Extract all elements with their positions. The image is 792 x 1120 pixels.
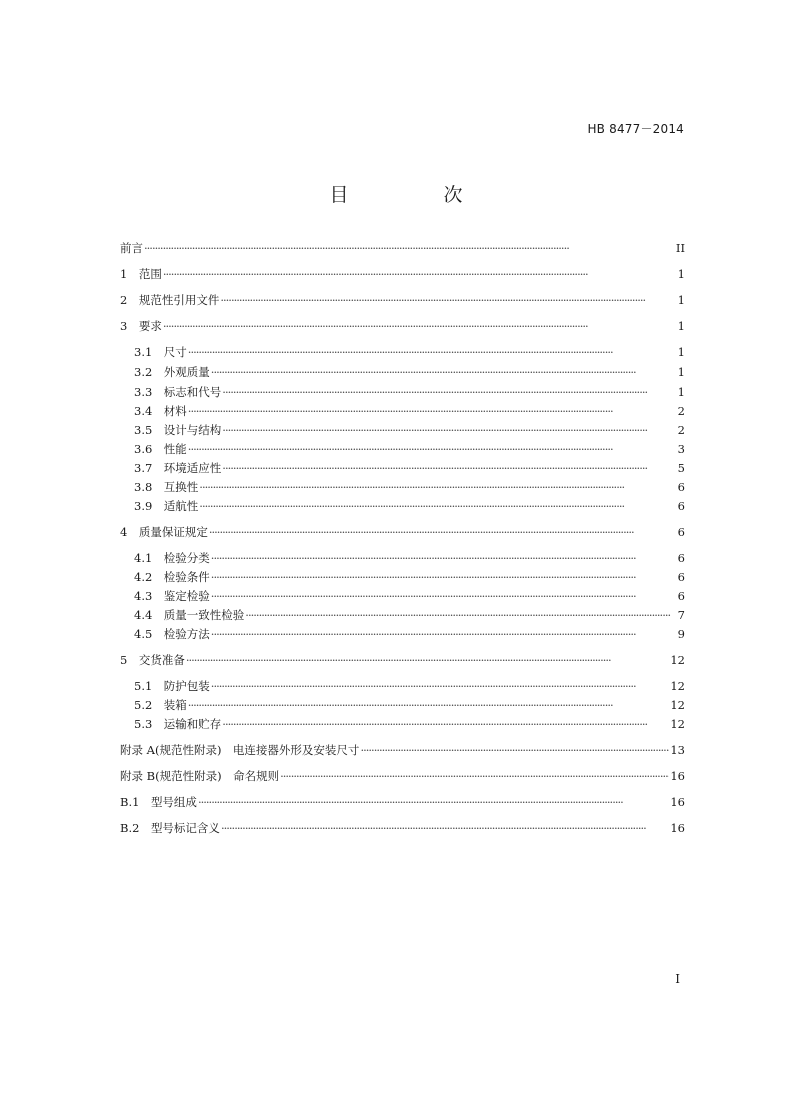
toc-entry[interactable] <box>134 607 685 623</box>
toc-leader-dots <box>211 569 677 585</box>
toc-entry[interactable] <box>134 479 685 495</box>
toc-entry-number: 3.2 <box>134 365 164 379</box>
toc-entry-number: 4.1 <box>134 551 164 565</box>
toc-entry-title: 型号组成 <box>150 795 197 809</box>
toc-entry-number: 3.9 <box>134 499 164 513</box>
toc-leader-dots <box>188 441 677 457</box>
toc-leader-dots <box>211 588 677 604</box>
toc-entry-page: 6 <box>677 499 685 513</box>
toc-entry-title: 附录 B(规范性附录) 命名规则 <box>120 769 280 783</box>
toc-entry-page: 16 <box>670 769 685 783</box>
toc-entry[interactable] <box>120 820 685 836</box>
toc-leader-dots <box>211 550 677 566</box>
toc-leader-dots <box>199 498 676 514</box>
toc-entry[interactable] <box>120 742 685 758</box>
toc-entry[interactable] <box>134 364 685 380</box>
toc-entry[interactable] <box>134 441 685 457</box>
toc-entry-title: 鉴定检验 <box>163 589 210 603</box>
toc-leader-dots <box>163 318 677 334</box>
toc-entry-page: 6 <box>677 570 685 584</box>
toc-leader-dots <box>186 652 670 668</box>
toc-entry-title: 设计与结构 <box>163 423 222 437</box>
toc-entry-page: 16 <box>670 795 685 809</box>
toc-leader-dots <box>220 292 676 308</box>
toc-leader-dots <box>360 742 669 758</box>
toc-entry-page: 1 <box>677 293 685 307</box>
toc-entry[interactable] <box>134 588 685 604</box>
toc-entry-title: 检验条件 <box>163 570 210 584</box>
toc-entry-title: 防护包装 <box>163 679 210 693</box>
toc-entry-number: 3.7 <box>134 461 164 475</box>
toc-entry-page: 1 <box>677 365 685 379</box>
toc-entry[interactable] <box>134 498 685 514</box>
toc-leader-dots <box>222 716 669 732</box>
toc-entry-page: 12 <box>670 679 685 693</box>
toc-leader-dots <box>222 422 676 438</box>
toc-entry-number: 4.5 <box>134 627 164 641</box>
toc-entry-page: 6 <box>677 480 685 494</box>
toc-entry-page: 6 <box>677 525 685 539</box>
toc-entry-title: 互换性 <box>163 480 199 494</box>
toc-entry-page: 1 <box>677 319 685 333</box>
toc-leader-dots <box>211 626 677 642</box>
toc-entry-title: 型号标记含义 <box>150 821 220 835</box>
toc-entry-title: 要求 <box>138 319 162 333</box>
toc-entry-title: 范围 <box>138 267 162 281</box>
toc-entry[interactable] <box>120 794 685 810</box>
toc-leader-dots <box>209 524 677 540</box>
toc-leader-dots <box>222 384 676 400</box>
toc-entry-page: 9 <box>677 627 685 641</box>
toc-entry-number: 4.4 <box>134 608 164 622</box>
toc-entry-page: 1 <box>677 345 685 359</box>
toc-entry[interactable] <box>120 652 685 668</box>
standard-code: HB 8477－2014 <box>587 122 684 136</box>
toc-leader-dots <box>211 678 670 694</box>
toc-entry-number: B.2 <box>120 821 151 835</box>
toc-entry-number: 5.1 <box>134 679 164 693</box>
page-title: 目 次 <box>329 184 501 206</box>
toc-entry-number: 4.2 <box>134 570 164 584</box>
toc-entry-page: 3 <box>677 442 685 456</box>
toc-entry-page: 13 <box>670 743 685 757</box>
footer-page-number: I <box>675 972 680 986</box>
toc-entry-page: 12 <box>670 653 685 667</box>
toc-entry[interactable] <box>134 626 685 642</box>
toc-entry-number: 5 <box>120 653 139 667</box>
toc-entry[interactable] <box>134 697 685 713</box>
toc-entry-number: 4.3 <box>134 589 164 603</box>
toc-entry-title: 尺寸 <box>163 345 187 359</box>
toc-entry[interactable] <box>134 460 685 476</box>
toc-entry-number: 5.3 <box>134 717 164 731</box>
toc-entry-page: 6 <box>677 589 685 603</box>
toc-entry-page: 1 <box>677 267 685 281</box>
toc-entry-number: 3.6 <box>134 442 164 456</box>
toc-entry-page: 1 <box>677 385 685 399</box>
toc-leader-dots <box>199 479 676 495</box>
toc-entry-page: 2 <box>677 404 685 418</box>
toc-entry-page: 16 <box>670 821 685 835</box>
toc-entry-title: 附录 A(规范性附录) 电连接器外形及安装尺寸 <box>120 743 360 757</box>
toc-entry-page: 2 <box>677 423 685 437</box>
toc-entry-title: 规范性引用文件 <box>138 293 220 307</box>
toc-entry-page: 6 <box>677 551 685 565</box>
toc-entry-title: 装箱 <box>163 698 187 712</box>
toc-entry-number: 4 <box>120 525 139 539</box>
toc-entry-number: B.1 <box>120 795 151 809</box>
toc-entry[interactable] <box>134 403 685 419</box>
toc-leader-dots <box>144 240 675 256</box>
toc-entry-title: 交货准备 <box>138 653 185 667</box>
toc-entry-title: 材料 <box>163 404 187 418</box>
toc-entry-number: 1 <box>120 267 139 281</box>
toc-entry-number: 3.1 <box>134 345 164 359</box>
toc-entry-title: 运输和贮存 <box>163 717 222 731</box>
toc-entry-number: 3.8 <box>134 480 164 494</box>
toc-entry-number: 5.2 <box>134 698 164 712</box>
toc-entry-number: 2 <box>120 293 139 307</box>
toc-entry[interactable] <box>134 550 685 566</box>
toc-entry-page: II <box>675 241 685 255</box>
toc-entry-title: 检验方法 <box>163 627 210 641</box>
toc-entry[interactable] <box>134 384 685 400</box>
toc-entry-title: 适航性 <box>163 499 199 513</box>
toc-entry[interactable] <box>134 678 685 694</box>
toc-entry-page: 12 <box>670 717 685 731</box>
toc-entry-title: 标志和代号 <box>163 385 222 399</box>
toc-leader-dots <box>280 768 669 784</box>
toc-entry-title: 性能 <box>163 442 187 456</box>
toc-leader-dots <box>188 344 677 360</box>
toc-entry-number: 3.3 <box>134 385 164 399</box>
toc-entry-title: 外观质量 <box>163 365 210 379</box>
toc-leader-dots <box>221 820 669 836</box>
toc-entry[interactable] <box>120 768 685 784</box>
toc-entry[interactable] <box>120 266 685 282</box>
toc-entry-page: 12 <box>670 698 685 712</box>
toc-leader-dots <box>188 403 677 419</box>
toc-entry-title: 前言 <box>120 241 143 255</box>
toc-leader-dots <box>211 364 677 380</box>
toc-entry-title: 质量一致性检验 <box>163 608 245 622</box>
toc-entry[interactable] <box>120 292 685 308</box>
toc-entry-number: 3 <box>120 319 139 333</box>
toc-entry-title: 质量保证规定 <box>138 525 208 539</box>
toc-entry-page: 5 <box>677 461 685 475</box>
toc-entry[interactable] <box>120 240 685 256</box>
toc-entry[interactable] <box>134 344 685 360</box>
toc-entry-title: 环境适应性 <box>163 461 222 475</box>
toc-entry[interactable] <box>120 318 685 334</box>
toc-leader-dots <box>222 460 676 476</box>
toc-leader-dots <box>188 697 670 713</box>
toc-leader-dots <box>198 794 669 810</box>
toc-entry[interactable] <box>134 569 685 585</box>
toc-leader-dots <box>245 607 676 623</box>
toc-leader-dots <box>163 266 677 282</box>
toc-entry[interactable] <box>134 716 685 732</box>
toc-entry[interactable] <box>134 422 685 438</box>
toc-entry-title: 检验分类 <box>163 551 210 565</box>
toc-entry[interactable] <box>120 524 685 540</box>
toc-entry-number: 3.4 <box>134 404 164 418</box>
toc-entry-number: 3.5 <box>134 423 164 437</box>
toc-entry-page: 7 <box>677 608 685 622</box>
